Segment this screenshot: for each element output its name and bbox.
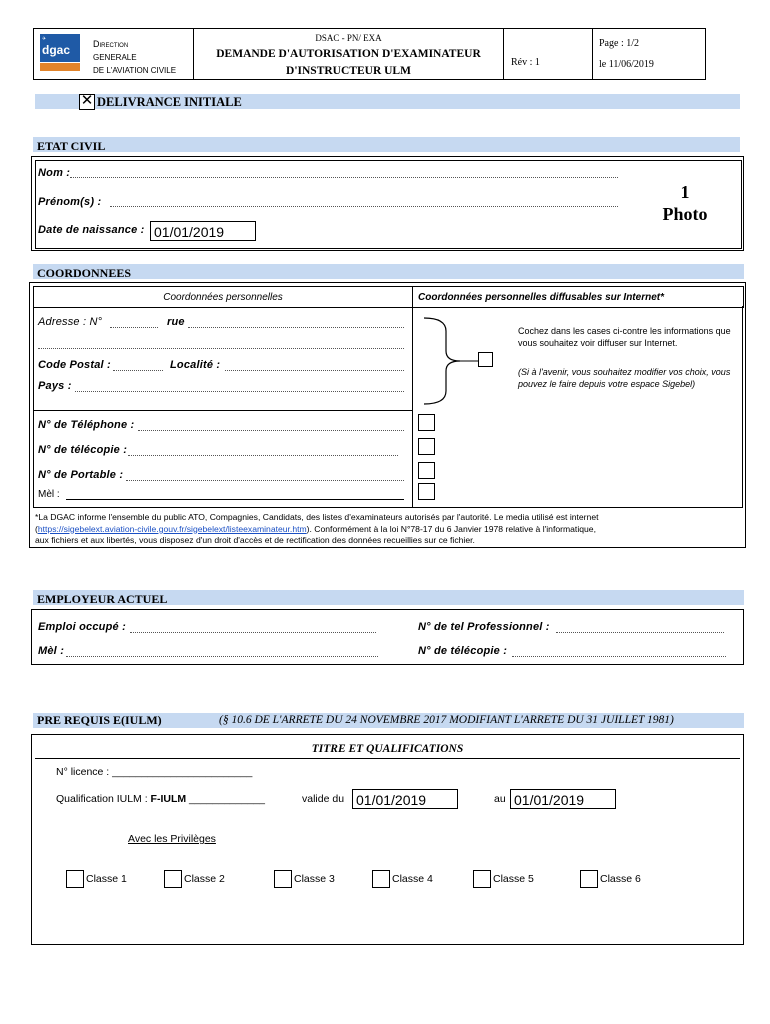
logo-text: dgac bbox=[42, 43, 71, 57]
internet-instructions: Cochez dans les cases ci-contre les informations que vous souhaitez voir diffuser sur Internet. bbox=[518, 326, 731, 348]
coordonnees-title: COORDONNEES bbox=[37, 266, 132, 280]
doc-title-2: D'INSTRUCTEUR ULM bbox=[286, 65, 411, 77]
classe-5-checkbox[interactable] bbox=[473, 870, 491, 888]
licence-row bbox=[56, 766, 252, 778]
rue-label: rue bbox=[167, 316, 185, 328]
licence-label: N° licence : bbox=[56, 766, 110, 778]
classe-2-checkbox[interactable] bbox=[164, 870, 182, 888]
prerequis-title: PRE REQUIS E(IULM) bbox=[37, 713, 162, 727]
classe-3-label: Classe 3 bbox=[294, 873, 335, 885]
qualif-label: Qualification IULM : bbox=[56, 793, 148, 805]
coord-split-line bbox=[33, 410, 413, 411]
tel-field[interactable] bbox=[138, 420, 404, 431]
etat-civil-title: ETAT CIVIL bbox=[37, 139, 106, 153]
internet-address-checkbox[interactable] bbox=[478, 352, 493, 367]
brace-icon bbox=[420, 315, 480, 407]
pays-label: Pays : bbox=[38, 380, 72, 392]
privileges-label: Avec les Privilèges bbox=[128, 833, 216, 845]
pays-field[interactable] bbox=[75, 381, 404, 392]
adresse-label: Adresse : N° bbox=[38, 316, 103, 328]
sigebel-link[interactable]: https://sigebelext.aviation-civile.gouv.fr/sigebelext/listeexaminateur.htm bbox=[37, 523, 307, 534]
internet-tel-checkbox[interactable] bbox=[418, 414, 435, 431]
valide-label: valide du bbox=[302, 793, 345, 805]
plane-icon: ✈ bbox=[42, 36, 47, 42]
au-date-input[interactable]: 01/01/2019 bbox=[510, 789, 616, 809]
footnote-line-2: (https://sigebelext.aviation-civile.gouv.fr/sigebelext/listeexaminateur.htm). Conformément à la loi N°78-17 du 6 Janvier 1978 relative à l'informatique, bbox=[35, 523, 596, 534]
classe-4-checkbox[interactable] bbox=[372, 870, 390, 888]
etat-civil-band bbox=[33, 137, 740, 152]
delivrance-checkbox[interactable]: ✕ bbox=[80, 92, 94, 109]
classe-3-checkbox[interactable] bbox=[274, 870, 292, 888]
cp-label: Code Postal : bbox=[38, 359, 111, 371]
titre-subtitle: TITRE ET QUALIFICATIONS bbox=[311, 743, 464, 755]
classe-2-label: Classe 2 bbox=[184, 873, 225, 885]
qualif-field[interactable]: _____________ bbox=[189, 793, 265, 805]
photo-number: 1 bbox=[680, 182, 690, 202]
classe-1-label: Classe 1 bbox=[86, 873, 127, 885]
doc-date: le 11/06/2019 bbox=[599, 59, 654, 70]
employeur-mel-field[interactable] bbox=[66, 646, 378, 657]
localite-field[interactable] bbox=[225, 360, 404, 371]
tel-pro-field[interactable] bbox=[556, 622, 724, 633]
fax-label: N° de télécopie : bbox=[38, 444, 128, 456]
tel-label: N° de Téléphone : bbox=[38, 419, 135, 431]
org-line-3: DE L'AVIATION CIVILE bbox=[93, 66, 177, 75]
org-line-2: GENERALE bbox=[93, 53, 137, 62]
col-internet-header: Coordonnées personnelles diffusables sur Internet* bbox=[418, 292, 664, 303]
cp-field[interactable] bbox=[113, 360, 163, 371]
emploi-field[interactable] bbox=[130, 622, 376, 633]
internet-note: (Si à l'avenir, vous souhaitez modifier vos choix, vous pouvez le faire depuis votre espace Sigebel) bbox=[518, 367, 731, 389]
dob-label: Date de naissance : bbox=[38, 224, 145, 236]
doc-ref: DSAC - PN/ EXA bbox=[315, 33, 382, 43]
header-divider-3 bbox=[592, 28, 593, 79]
rue-field[interactable] bbox=[188, 317, 404, 328]
org-line-1: Direction bbox=[93, 39, 129, 49]
localite-label: Localité : bbox=[170, 359, 221, 371]
valide-date-input[interactable]: 01/01/2019 bbox=[352, 789, 458, 809]
portable-label: N° de Portable : bbox=[38, 469, 124, 481]
au-label: au bbox=[494, 793, 506, 805]
qualif-row bbox=[56, 793, 265, 805]
internet-fax-checkbox[interactable] bbox=[418, 438, 435, 455]
col-personal-header: Coordonnées personnelles bbox=[163, 292, 283, 303]
revision: Rév : 1 bbox=[511, 57, 540, 68]
footnote-line-1: *La DGAC informe l'ensemble du public ATO, Compagnies, Candidats, des listes d'examinateurs autorisés par l'autorité. Le media utilisé est internet bbox=[35, 512, 599, 522]
employeur-fax-label: N° de télécopie : bbox=[418, 645, 508, 657]
licence-field[interactable]: ________________________ bbox=[112, 766, 253, 778]
classe-1-checkbox[interactable] bbox=[66, 870, 84, 888]
classe-4-label: Classe 4 bbox=[392, 873, 433, 885]
page-number: Page : 1/2 bbox=[599, 38, 639, 49]
nom-label: Nom : bbox=[38, 167, 71, 179]
employeur-fax-field[interactable] bbox=[512, 646, 726, 657]
employeur-band bbox=[33, 590, 744, 605]
org-name bbox=[93, 38, 176, 77]
classe-6-label: Classe 6 bbox=[600, 873, 641, 885]
dgac-logo bbox=[40, 34, 80, 72]
photo-label: Photo bbox=[662, 204, 708, 224]
footnote bbox=[35, 512, 741, 547]
employeur-mel-label: Mèl : bbox=[38, 645, 65, 657]
emploi-label: Emploi occupé : bbox=[38, 621, 126, 633]
employeur-title: EMPLOYEUR ACTUEL bbox=[37, 592, 168, 606]
delivrance-label: DELIVRANCE INITIALE bbox=[97, 95, 242, 109]
header-divider-2 bbox=[503, 28, 504, 79]
prerequis-reference: (§ 10.6 DE L'ARRETE DU 24 NOVEMBRE 2017 MODIFIANT L'ARRETE DU 31 JUILLET 1981) bbox=[219, 714, 674, 726]
footnote-line-3: aux fichiers et aux libertés, vous disposez d'un droit d'accès et de rectification des données recueillies sur ce fichier. bbox=[35, 535, 475, 545]
doc-title-1: DEMANDE D'AUTORISATION D'EXAMINATEUR bbox=[216, 48, 481, 60]
nom-field[interactable] bbox=[70, 167, 618, 178]
prenom-label: Prénom(s) : bbox=[38, 196, 102, 208]
mel-label: Mèl : bbox=[38, 489, 60, 500]
internet-mel-checkbox[interactable] bbox=[418, 483, 435, 500]
adresse-line2-field[interactable] bbox=[38, 338, 404, 349]
prenom-field[interactable] bbox=[110, 196, 618, 207]
mel-field[interactable] bbox=[66, 489, 404, 500]
portable-field[interactable] bbox=[126, 470, 404, 481]
tel-pro-label: N° de tel Professionnel : bbox=[418, 621, 550, 633]
fax-field[interactable] bbox=[128, 445, 398, 456]
footnote-line-2-text: ). Conformément à la loi N°78-17 du 6 Janvier 1978 relative à l'informatique, bbox=[306, 523, 596, 534]
internet-portable-checkbox[interactable] bbox=[418, 462, 435, 479]
coordonnees-band bbox=[33, 264, 744, 279]
adresse-num-field[interactable] bbox=[110, 317, 158, 328]
classe-6-checkbox[interactable] bbox=[580, 870, 598, 888]
classe-5-label: Classe 5 bbox=[493, 873, 534, 885]
dob-input[interactable]: 01/01/2019 bbox=[150, 221, 256, 241]
qualif-value: F-IULM bbox=[150, 793, 187, 805]
